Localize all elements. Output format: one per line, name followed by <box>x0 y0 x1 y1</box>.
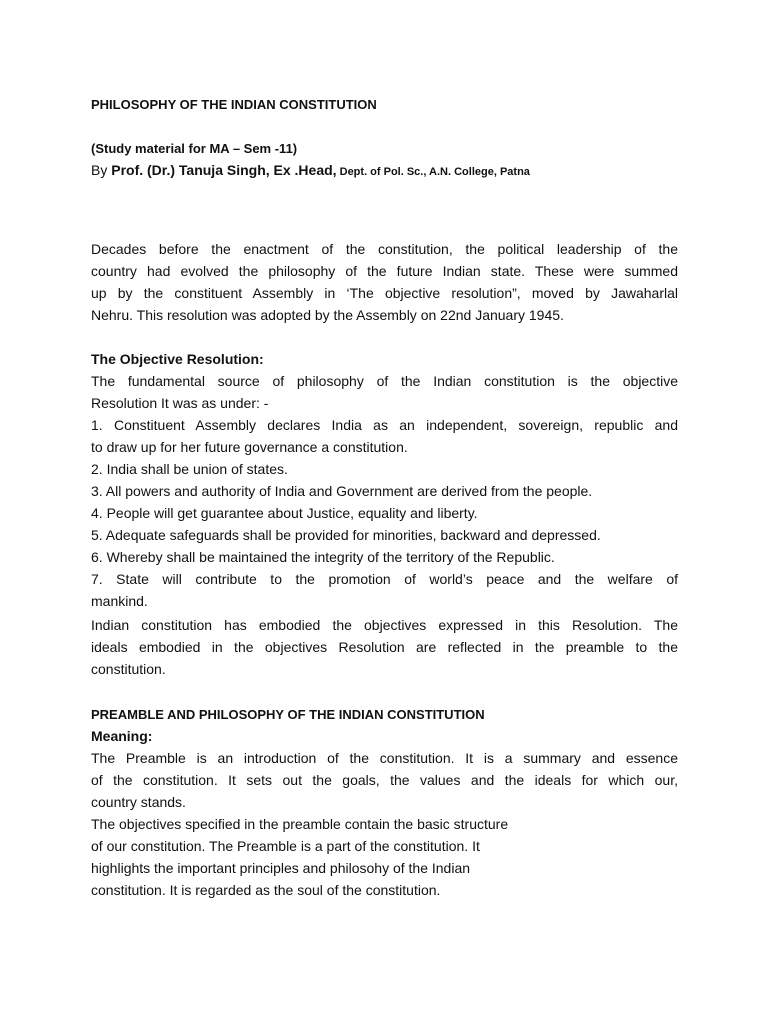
objective-line: mankind. <box>91 593 148 609</box>
subheading-meaning: Meaning: <box>91 728 153 744</box>
intro-line: Decades before the enactment of the constitution, the political leadership of the <box>91 241 678 257</box>
study-material-note: (Study material for MA – Sem -11) <box>91 141 298 156</box>
preamble-line: of our constitution. The Preamble is a part of the constitution. It <box>91 838 480 854</box>
objective-line: 4. People will get guarantee about Justice, equality and liberty. <box>91 505 478 521</box>
objective-line: 2. India shall be union of states. <box>91 461 288 477</box>
preamble-line: The Preamble is an introduction of the constitution. It is a summary and essence <box>91 750 678 766</box>
objective-line: ideals embodied in the objectives Resolution are reflected in the preamble to the <box>91 639 678 655</box>
preamble-line: of the constitution. It sets out the goals, the values and the ideals for which our, <box>91 772 678 788</box>
preamble-line: country stands. <box>91 794 186 810</box>
objective-line: 6. Whereby shall be maintained the integrity of the territory of the Republic. <box>91 549 555 565</box>
objective-line: Indian constitution has embodied the objectives expressed in this Resolution. The <box>91 617 678 633</box>
intro-line: country had evolved the philosophy of the future Indian state. These were summed <box>91 263 678 279</box>
objective-line: 1. Constituent Assembly declares India as an independent, sovereign, republic and <box>91 417 678 433</box>
objective-line: to draw up for her future governance a constitution. <box>91 439 408 455</box>
objective-line: 3. All powers and authority of India and Government are derived from the people. <box>91 483 593 499</box>
objective-line: 5. Adequate safeguards shall be provided for minorities, backward and depressed. <box>91 527 601 543</box>
author-name: Prof. (Dr.) Tanuja Singh, Ex .Head, <box>111 162 337 178</box>
objective-line: 7. State will contribute to the promotion of world’s peace and the welfare of <box>91 571 678 587</box>
byline <box>91 159 530 183</box>
preamble-line: The objectives specified in the preamble contain the basic structure <box>91 816 509 832</box>
section-heading-preamble: PREAMBLE AND PHILOSOPHY OF THE INDIAN CONSTITUTION <box>91 707 485 722</box>
objective-line: Resolution It was as under: - <box>91 395 269 411</box>
document-title: PHILOSOPHY OF THE INDIAN CONSTITUTION <box>91 97 377 112</box>
preamble-line: highlights the important principles and philosohy of the Indian <box>91 860 471 876</box>
intro-line: Nehru. This resolution was adopted by the Assembly on 22nd January 1945. <box>91 307 564 323</box>
preamble-line: constitution. It is regarded as the soul of the constitution. <box>91 882 441 898</box>
intro-line: up by the constituent Assembly in ‘The objective resolution”, moved by Jawaharlal <box>91 285 678 301</box>
byline-prefix: By <box>91 162 112 178</box>
section-heading-objective: The Objective Resolution: <box>91 351 264 367</box>
author-department: Dept. of Pol. Sc., A.N. College, Patna <box>336 166 530 178</box>
objective-line: The fundamental source of philosophy of the Indian constitution is the objective <box>91 373 678 389</box>
objective-line: constitution. <box>91 661 166 677</box>
